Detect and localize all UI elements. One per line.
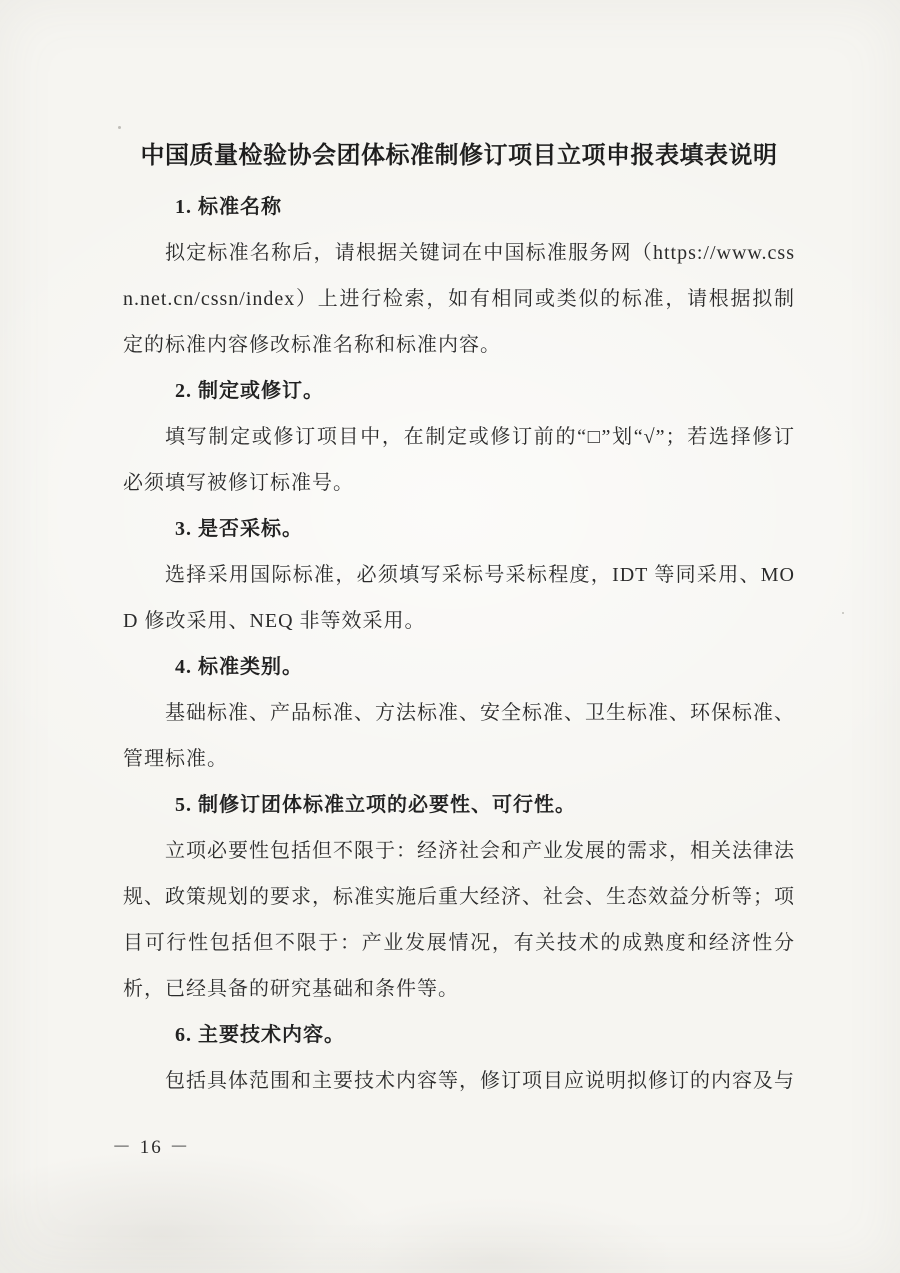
section-body: 选择采用国际标准，必须填写采标号采标程度，IDT 等同采用、MOD 修改采用、NEQ 非等效采用。 [123,564,795,632]
section-heading: 4. 标准类别。 [175,656,303,678]
section-1 [123,184,795,368]
section-heading: 6. 主要技术内容。 [175,1024,345,1046]
page-number: － 16 － [112,1137,191,1158]
section-4 [123,644,795,782]
section-2 [123,368,795,506]
section-3 [123,506,795,644]
document-title: 中国质量检验协会团体标准制修订项目立项申报表填表说明 [140,143,778,169]
section-body: 立项必要性包括但不限于：经济社会和产业发展的需求，相关法律法规、政策规划的要求，标准实施后重大经济、社会、生态效益分析等；项目可行性包括但不限于：产业发展情况，有关技术的成熟度和经济性分析，已经具备的研究基础和条件等。 [123,840,795,1000]
section-body: 包括具体范围和主要技术内容等，修订项目应说明拟修订的内容及与 [165,1070,795,1092]
document-content [123,138,795,1104]
scan-speck [118,126,121,129]
section-body: 拟定标准名称后，请根据关键词在中国标准服务网（https://www.cssn.net.cn/cssn/index）上进行检索，如有相同或类似的标准，请根据拟制定的标准内容修改标准名称和标准内容。 [123,242,795,356]
section-6 [123,1012,795,1104]
scan-speck [842,612,844,614]
section-5 [123,782,795,1012]
section-body: 基础标准、产品标准、方法标准、安全标准、卫生标准、环保标准、管理标准。 [123,702,795,770]
section-body: 填写制定或修订项目中，在制定或修订前的“□”划“√”；若选择修订必须填写被修订标准号。 [123,426,795,494]
section-heading: 1. 标准名称 [175,196,282,218]
section-heading: 3. 是否采标。 [175,518,303,540]
section-heading: 2. 制定或修订。 [175,380,324,402]
section-heading: 5. 制修订团体标准立项的必要性、可行性。 [175,794,576,816]
